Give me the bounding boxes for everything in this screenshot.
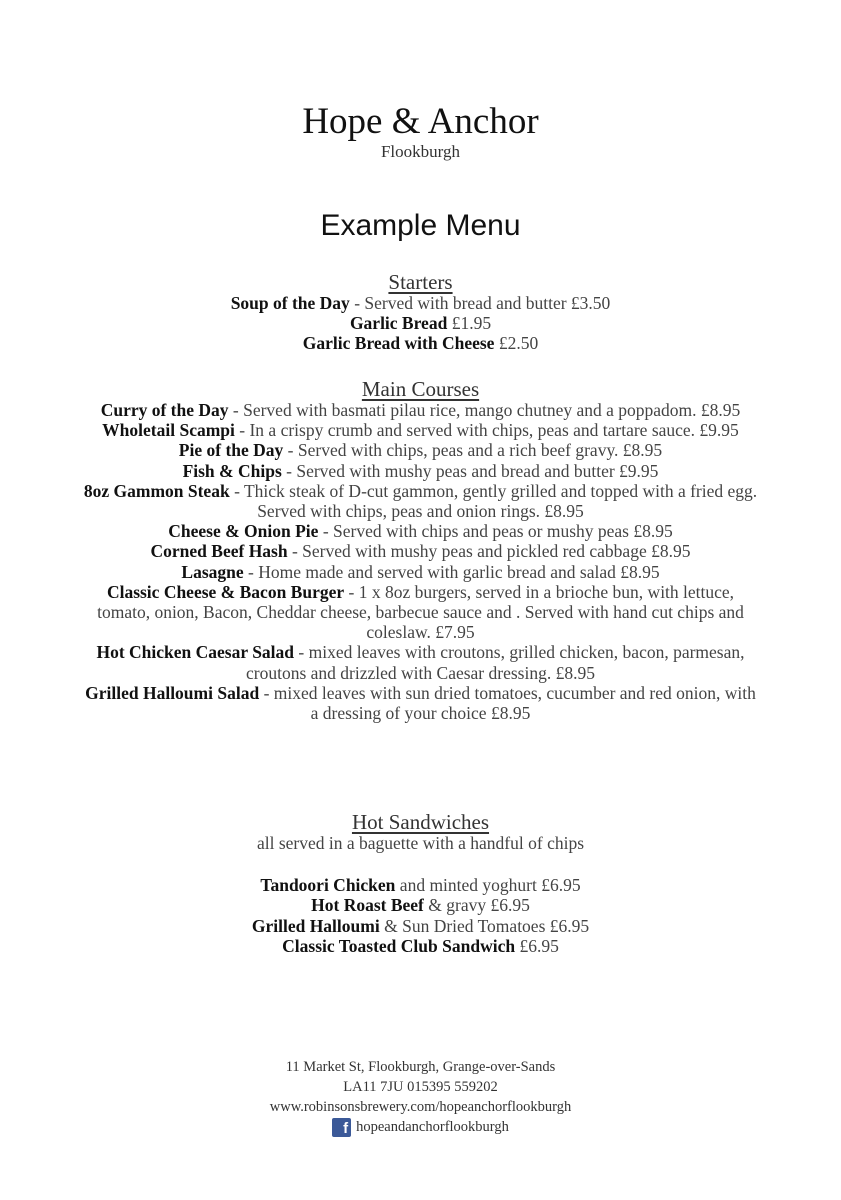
restaurant-name: Hope & Anchor <box>302 101 539 142</box>
menu-item-name: Soup of the Day <box>230 293 350 313</box>
restaurant-location: Flookburgh <box>380 142 461 161</box>
menu-item-desc: - Served with basmati pilau rice, mango chutney and a poppadom. £8.95 <box>228 400 741 420</box>
menu-item-name: Classic Toasted Club Sandwich <box>282 935 516 956</box>
menu-item-desc: - Home made and served with garlic bread and salad £8.95 <box>243 561 660 582</box>
menu-item-name: Classic Cheese & Bacon Burger <box>106 581 345 602</box>
menu-item-desc: - Served with mushy peas and bread and butter £9.95 <box>281 460 659 481</box>
menu-item <box>80 420 761 440</box>
menu-item <box>80 642 761 682</box>
menu-item-desc: - Thick steak of D-cut gammon, gently grilled and topped with a fried egg. Served with chips, peas and onion rings. £8.95 <box>229 480 758 522</box>
address-line-2: LA11 7JU 015395 559202 <box>343 1079 498 1095</box>
menu-item-desc: & gravy £6.95 <box>423 895 530 916</box>
menu-item <box>80 683 761 723</box>
menu-item <box>80 333 761 353</box>
menu-item-name: 8oz Gammon Steak <box>83 480 230 501</box>
menu-item-name: Fish & Chips <box>182 460 282 481</box>
menu-item-desc: - Served with chips, peas and a rich beef gravy. £8.95 <box>283 440 663 461</box>
hot-sandwiches-section <box>80 811 761 956</box>
starters-section <box>80 271 761 354</box>
main-courses-heading: Main Courses <box>361 377 480 401</box>
menu-item-desc: & Sun Dried Tomatoes £6.95 <box>379 915 590 936</box>
menu-item-desc: - Served with chips and peas or mushy peas £8.95 <box>318 521 673 542</box>
starters-heading: Starters <box>388 270 453 294</box>
menu-item-desc: £6.95 <box>515 935 559 956</box>
menu-item <box>80 461 761 481</box>
menu-item-desc: - mixed leaves with croutons, grilled chicken, bacon, parmesan, croutons and drizzled with Caesar dressing. £8.95 <box>246 642 745 683</box>
menu-item <box>80 521 761 541</box>
header <box>0 100 841 162</box>
menu-item-desc: and minted yoghurt £6.95 <box>395 875 581 896</box>
menu-item-name: Lasagne <box>181 561 244 582</box>
menu-item-name: Tandoori Chicken <box>260 875 396 896</box>
menu-item-name: Pie of the Day <box>178 440 284 461</box>
facebook-icon: f <box>332 1118 351 1137</box>
menu-item <box>80 481 761 521</box>
menu-item-name: Garlic Bread with Cheese <box>302 333 495 354</box>
menu-item-desc: £2.50 <box>494 333 539 354</box>
menu-item-desc: - In a crispy crumb and served with chips, peas and tartare sauce. £9.95 <box>234 420 739 441</box>
menu-item <box>80 440 761 460</box>
menu-item-name: Corned Beef Hash <box>150 541 288 562</box>
menu-item-name: Grilled Halloumi Salad <box>85 682 260 703</box>
menu-item-name: Cheese & Onion Pie <box>168 521 319 542</box>
address-line-1: 11 Market St, Flookburgh, Grange-over-Sands <box>285 1059 556 1075</box>
menu-item-desc: £1.95 <box>447 313 492 334</box>
menu-item-desc: - Served with mushy peas and pickled red cabbage £8.95 <box>287 541 691 562</box>
menu-title: Example Menu <box>320 209 521 242</box>
menu-item-desc: - 1 x 8oz burgers, served in a brioche bun, with lettuce, tomato, onion, Bacon, Cheddar cheese, barbecue sauce and . Served with hand cut chips and coleslaw. £7.95 <box>97 581 744 643</box>
footer <box>0 1057 841 1139</box>
facebook-link[interactable] <box>332 1117 509 1137</box>
menu-item <box>80 400 761 420</box>
menu-item-name: Hot Roast Beef <box>311 895 424 916</box>
menu-item-desc: - Served with bread and butter £3.50 <box>349 293 611 313</box>
menu-item <box>80 936 761 956</box>
website-link[interactable]: www.robinsonsbrewery.com/hopeanchorflookburgh <box>269 1099 572 1115</box>
menu-item-desc: - mixed leaves with sun dried tomatoes, cucumber and red onion, with a dressing of your choice £8.95 <box>259 682 756 724</box>
menu-item-name: Garlic Bread <box>349 313 448 334</box>
hot-sandwiches-subheading: all served in a baguette with a handful of chips <box>256 833 585 853</box>
menu-item-name: Wholetail Scampi <box>102 420 235 441</box>
menu-item <box>80 562 761 582</box>
menu-item <box>80 916 761 936</box>
menu-item-name: Grilled Halloumi <box>251 915 380 936</box>
main-courses-section <box>80 378 761 723</box>
menu-item <box>80 895 761 915</box>
menu-item <box>80 875 761 895</box>
menu-item <box>80 582 761 643</box>
menu-item <box>80 541 761 561</box>
menu-item <box>80 313 761 333</box>
hot-sandwiches-heading: Hot Sandwiches <box>351 810 490 834</box>
menu-item-name: Curry of the Day <box>100 400 229 420</box>
facebook-handle[interactable]: hopeandanchorflookburgh <box>356 1119 509 1135</box>
menu-item <box>80 293 761 313</box>
menu-item-name: Hot Chicken Caesar Salad <box>96 642 295 663</box>
